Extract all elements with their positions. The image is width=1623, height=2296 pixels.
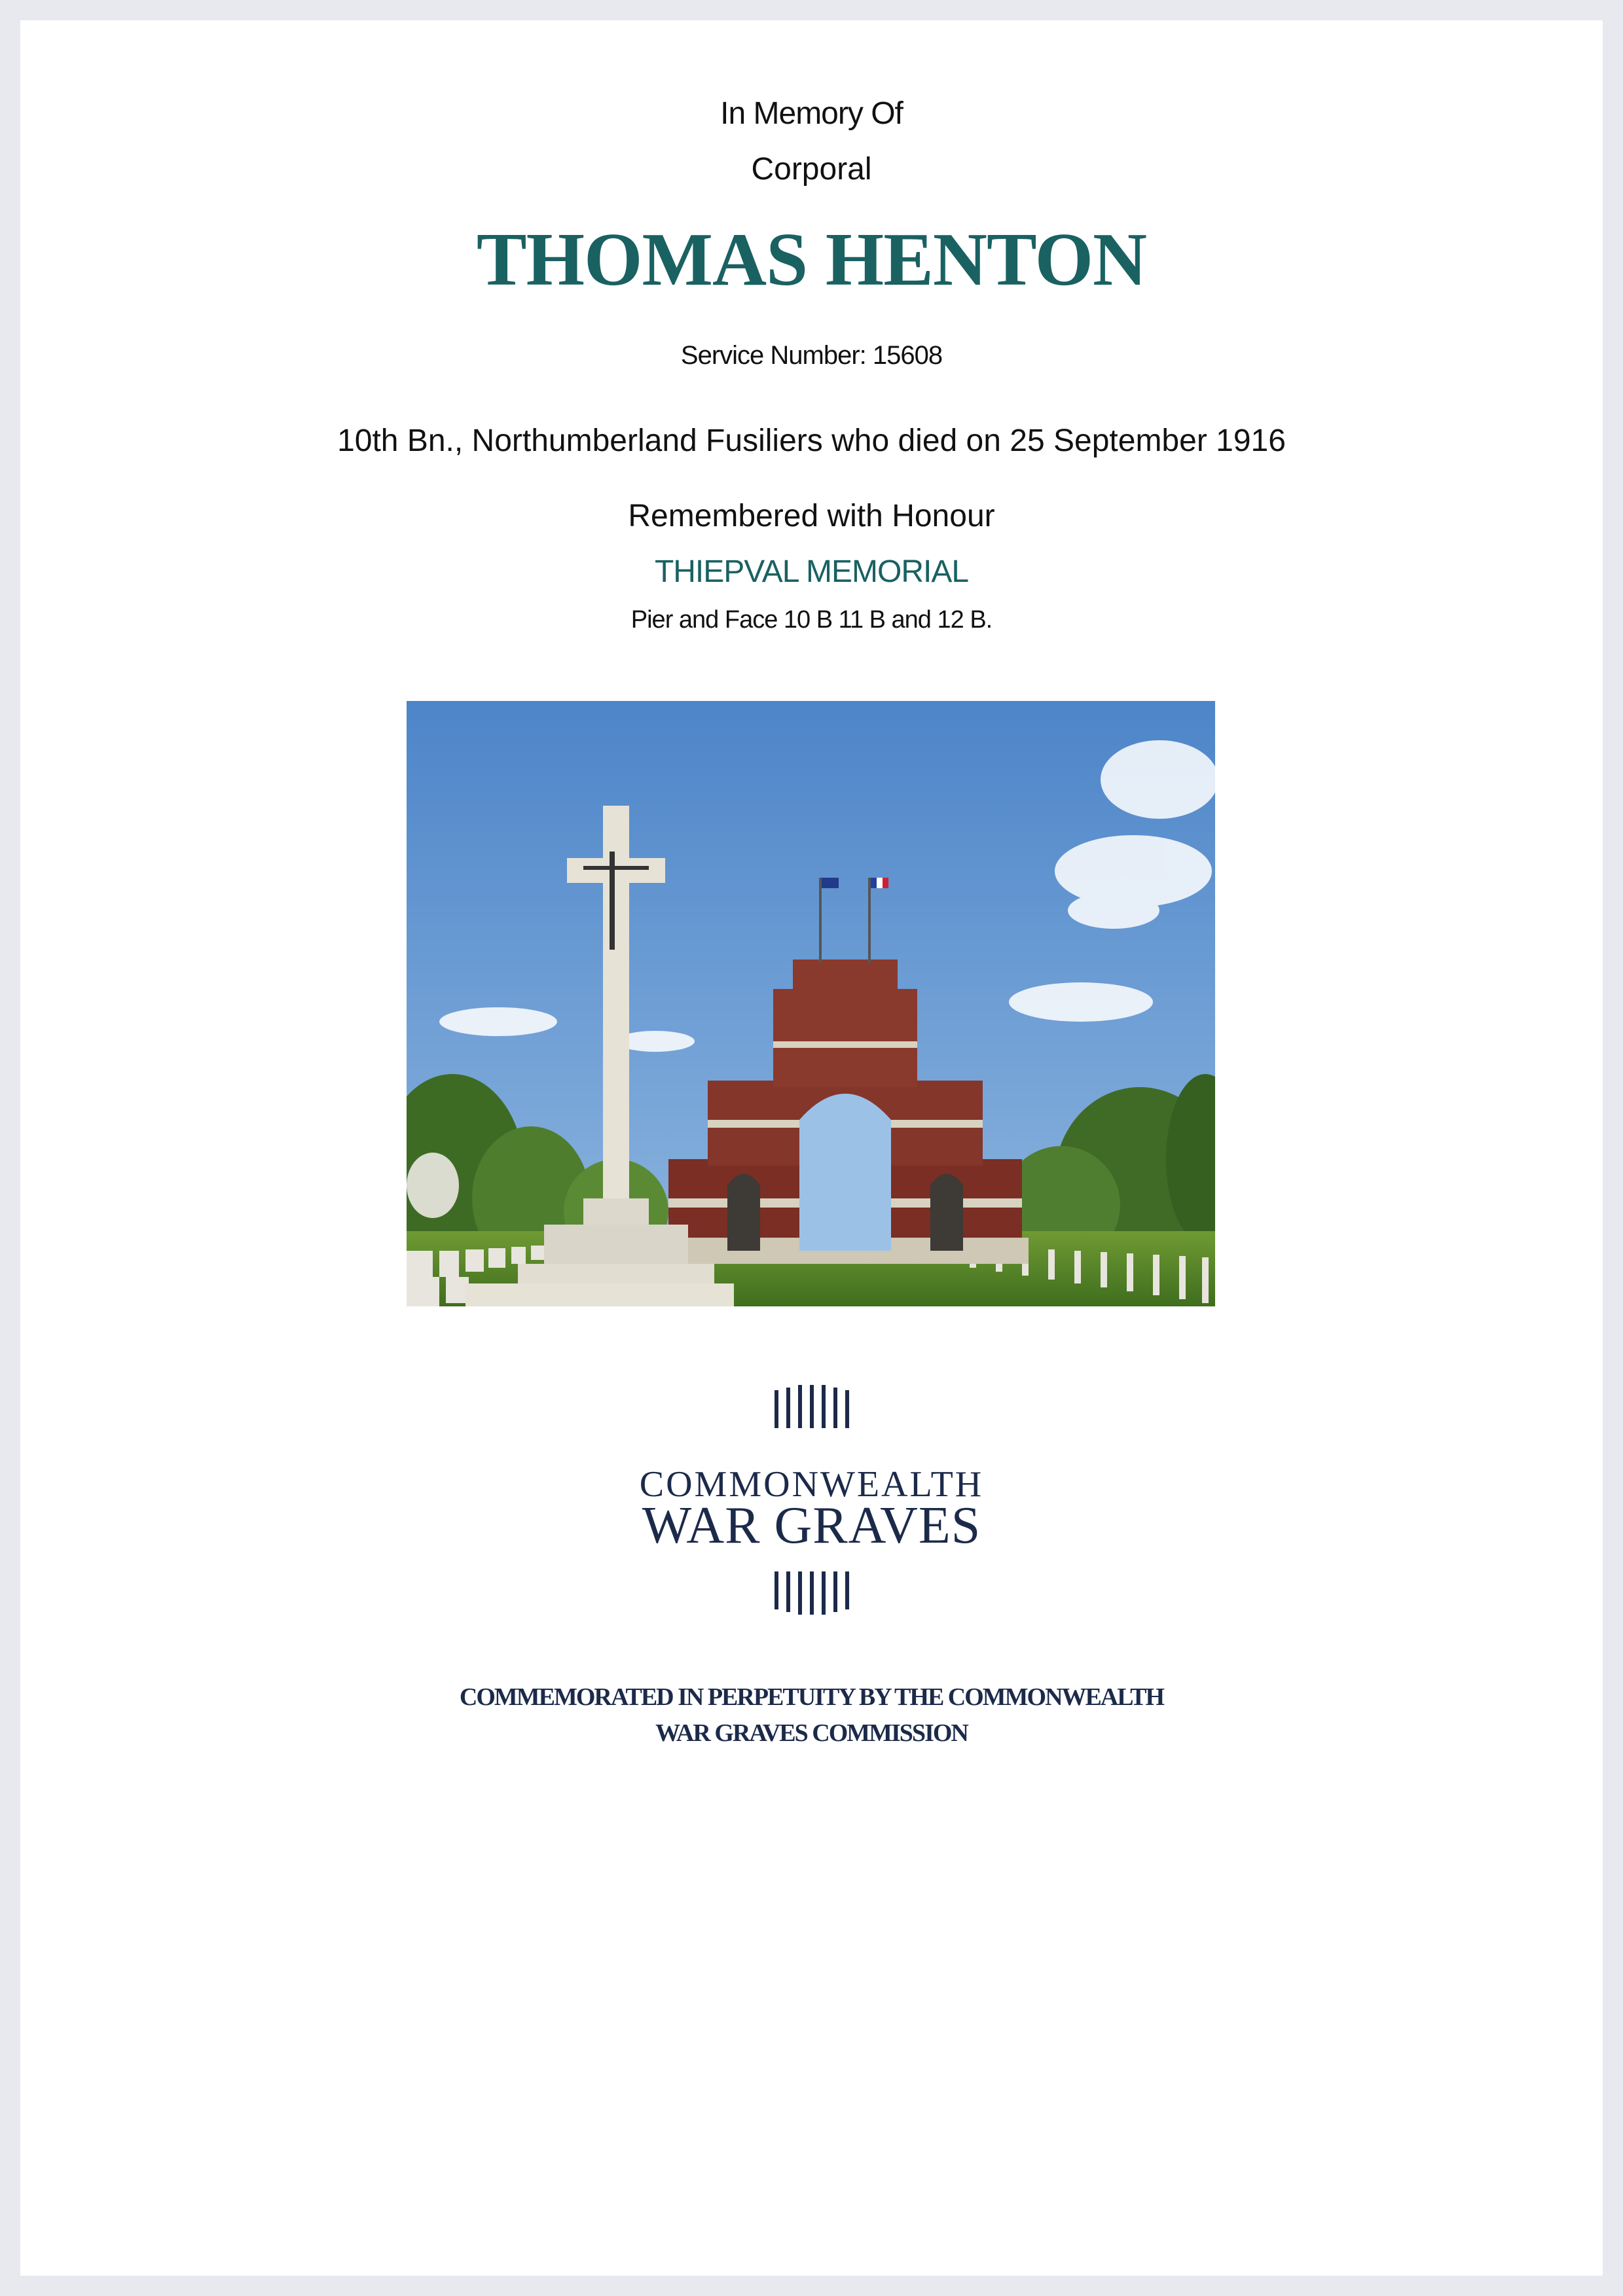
- memorial-location: Pier and Face 10 B 11 B and 12 B.: [630, 606, 993, 634]
- footer-line1: COMMEMORATED IN PERPETUITY BY THE COMMONWEALTH: [459, 1683, 1164, 1711]
- certificate-page: [20, 20, 1603, 2276]
- memorial-name: THIEPVAL MEMORIAL: [654, 554, 969, 589]
- remembered-line: Remembered with Honour: [628, 499, 995, 533]
- logo-line1: COMMONWEALTH: [639, 1464, 984, 1505]
- memorial-photo: [407, 701, 1215, 1306]
- unit-and-death: 10th Bn., Northumberland Fusiliers who died on 25 September 1916: [337, 423, 1286, 458]
- logo-top-bars-icon: [769, 1385, 854, 1431]
- heading: In Memory Of: [720, 96, 903, 131]
- logo-line2: WAR GRAVES: [642, 1497, 981, 1554]
- rank: Corporal: [751, 152, 872, 187]
- logo-bottom-bars-icon: [769, 1571, 854, 1617]
- service-number: Service Number: 15608: [680, 341, 943, 370]
- casualty-name: THOMAS HENTON: [476, 218, 1147, 301]
- footer-line2: WAR GRAVES COMMISSION: [655, 1719, 968, 1747]
- cwgc-logo: [20, 1385, 1603, 1621]
